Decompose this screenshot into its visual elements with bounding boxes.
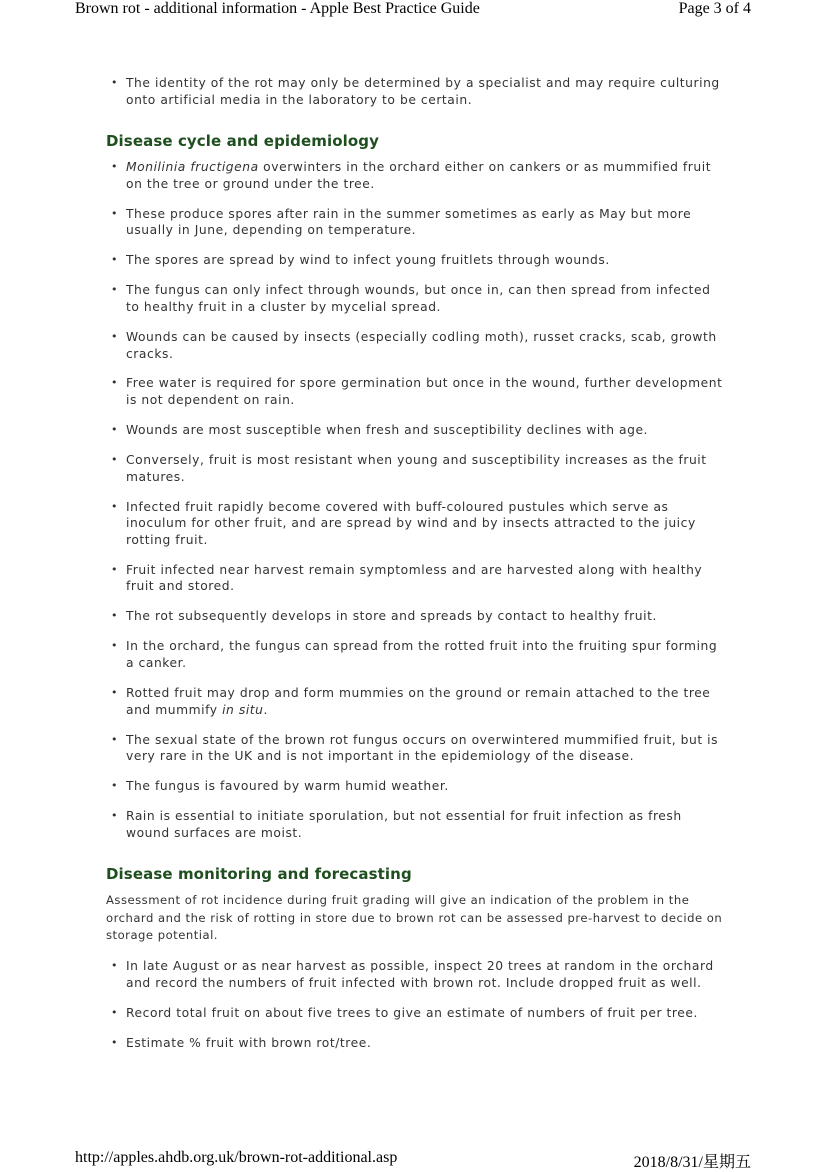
- list-item: • Wounds are most susceptible when fresh and susceptibility declines with age.: [106, 422, 726, 439]
- list-item: • Rain is essential to initiate sporulation, but not essential for fruit infection as fresh wound surfaces are moist.: [106, 808, 726, 841]
- list-item: • The spores are spread by wind to infect young fruitlets through wounds.: [106, 252, 726, 269]
- list-item: • Fruit infected near harvest remain symptomless and are harvested along with healthy fruit and stored.: [106, 562, 726, 595]
- list-item: • Infected fruit rapidly become covered with buff-coloured pustules which serve as inoculum for other fruit, and are spread by wind and by insects attracted to the juicy rotting fruit.: [106, 499, 726, 549]
- list-item: • The sexual state of the brown rot fungus occurs on overwintered mummified fruit, but is very rare in the UK and is not important in the epidemiology of the disease.: [106, 732, 726, 765]
- list-item: • Estimate % fruit with brown rot/tree.: [106, 1035, 726, 1052]
- list-item: • Free water is required for spore germination but once in the wound, further development is not dependent on rain.: [106, 375, 726, 408]
- list-item: • Record total fruit on about five trees to give an estimate of numbers of fruit per tree.: [106, 1005, 726, 1022]
- monitoring-paragraph: Assessment of rot incidence during fruit grading will give an indication of the problem in the orchard and the risk of rotting in store due to brown rot can be assessed pre-harvest to decide on storage potential.: [106, 893, 723, 942]
- list-item: • The rot subsequently develops in store and spreads by contact to healthy fruit.: [106, 608, 726, 625]
- list-item: • Rotted fruit may drop and form mummies on the ground or remain attached to the tree and mummify in situ.: [106, 685, 726, 718]
- list-item: • These produce spores after rain in the summer sometimes as early as May but more usually in June, depending on temperature.: [106, 206, 726, 239]
- species-name: Monilinia fructigena: [126, 160, 259, 175]
- footer-date: 2018/8/31/星期五: [633, 1154, 751, 1171]
- list-item: • The fungus can only infect through wounds, but once in, can then spread from infected to healthy fruit in a cluster by mycelial spread.: [106, 282, 726, 315]
- list-item: • The fungus is favoured by warm humid weather.: [106, 778, 726, 795]
- monitoring-list: [106, 958, 726, 1051]
- section-heading-monitoring: Disease monitoring and forecasting: [106, 865, 412, 884]
- list-item: • Wounds can be caused by insects (especially codling moth), russet cracks, scab, growth cracks.: [106, 329, 726, 362]
- intro-list: [106, 75, 726, 108]
- header-page-number: Page 3 of 4: [678, 0, 751, 17]
- page-content: [106, 75, 726, 1051]
- header-title: Brown rot - additional information - Apple Best Practice Guide: [75, 0, 480, 17]
- list-item: • Monilinia fructigena overwinters in the orchard either on cankers or as mummified fruit on the tree or ground under the tree.: [106, 159, 726, 192]
- list-item: • In the orchard, the fungus can spread from the rotted fruit into the fruiting spur forming a canker.: [106, 638, 726, 671]
- disease-cycle-list: [106, 159, 726, 841]
- list-item: • Conversely, fruit is most resistant when young and susceptibility increases as the fruit matures.: [106, 452, 726, 485]
- list-item: • In late August or as near harvest as possible, inspect 20 trees at random in the orchard and record the numbers of fruit infected with brown rot. Include dropped fruit as well.: [106, 958, 726, 991]
- footer-url[interactable]: http://apples.ahdb.org.uk/brown-rot-additional.asp: [75, 1149, 398, 1166]
- section-heading-disease-cycle: Disease cycle and epidemiology: [106, 132, 379, 151]
- list-item: • The identity of the rot may only be determined by a specialist and may require culturing onto artificial media in the laboratory to be certain.: [106, 75, 726, 108]
